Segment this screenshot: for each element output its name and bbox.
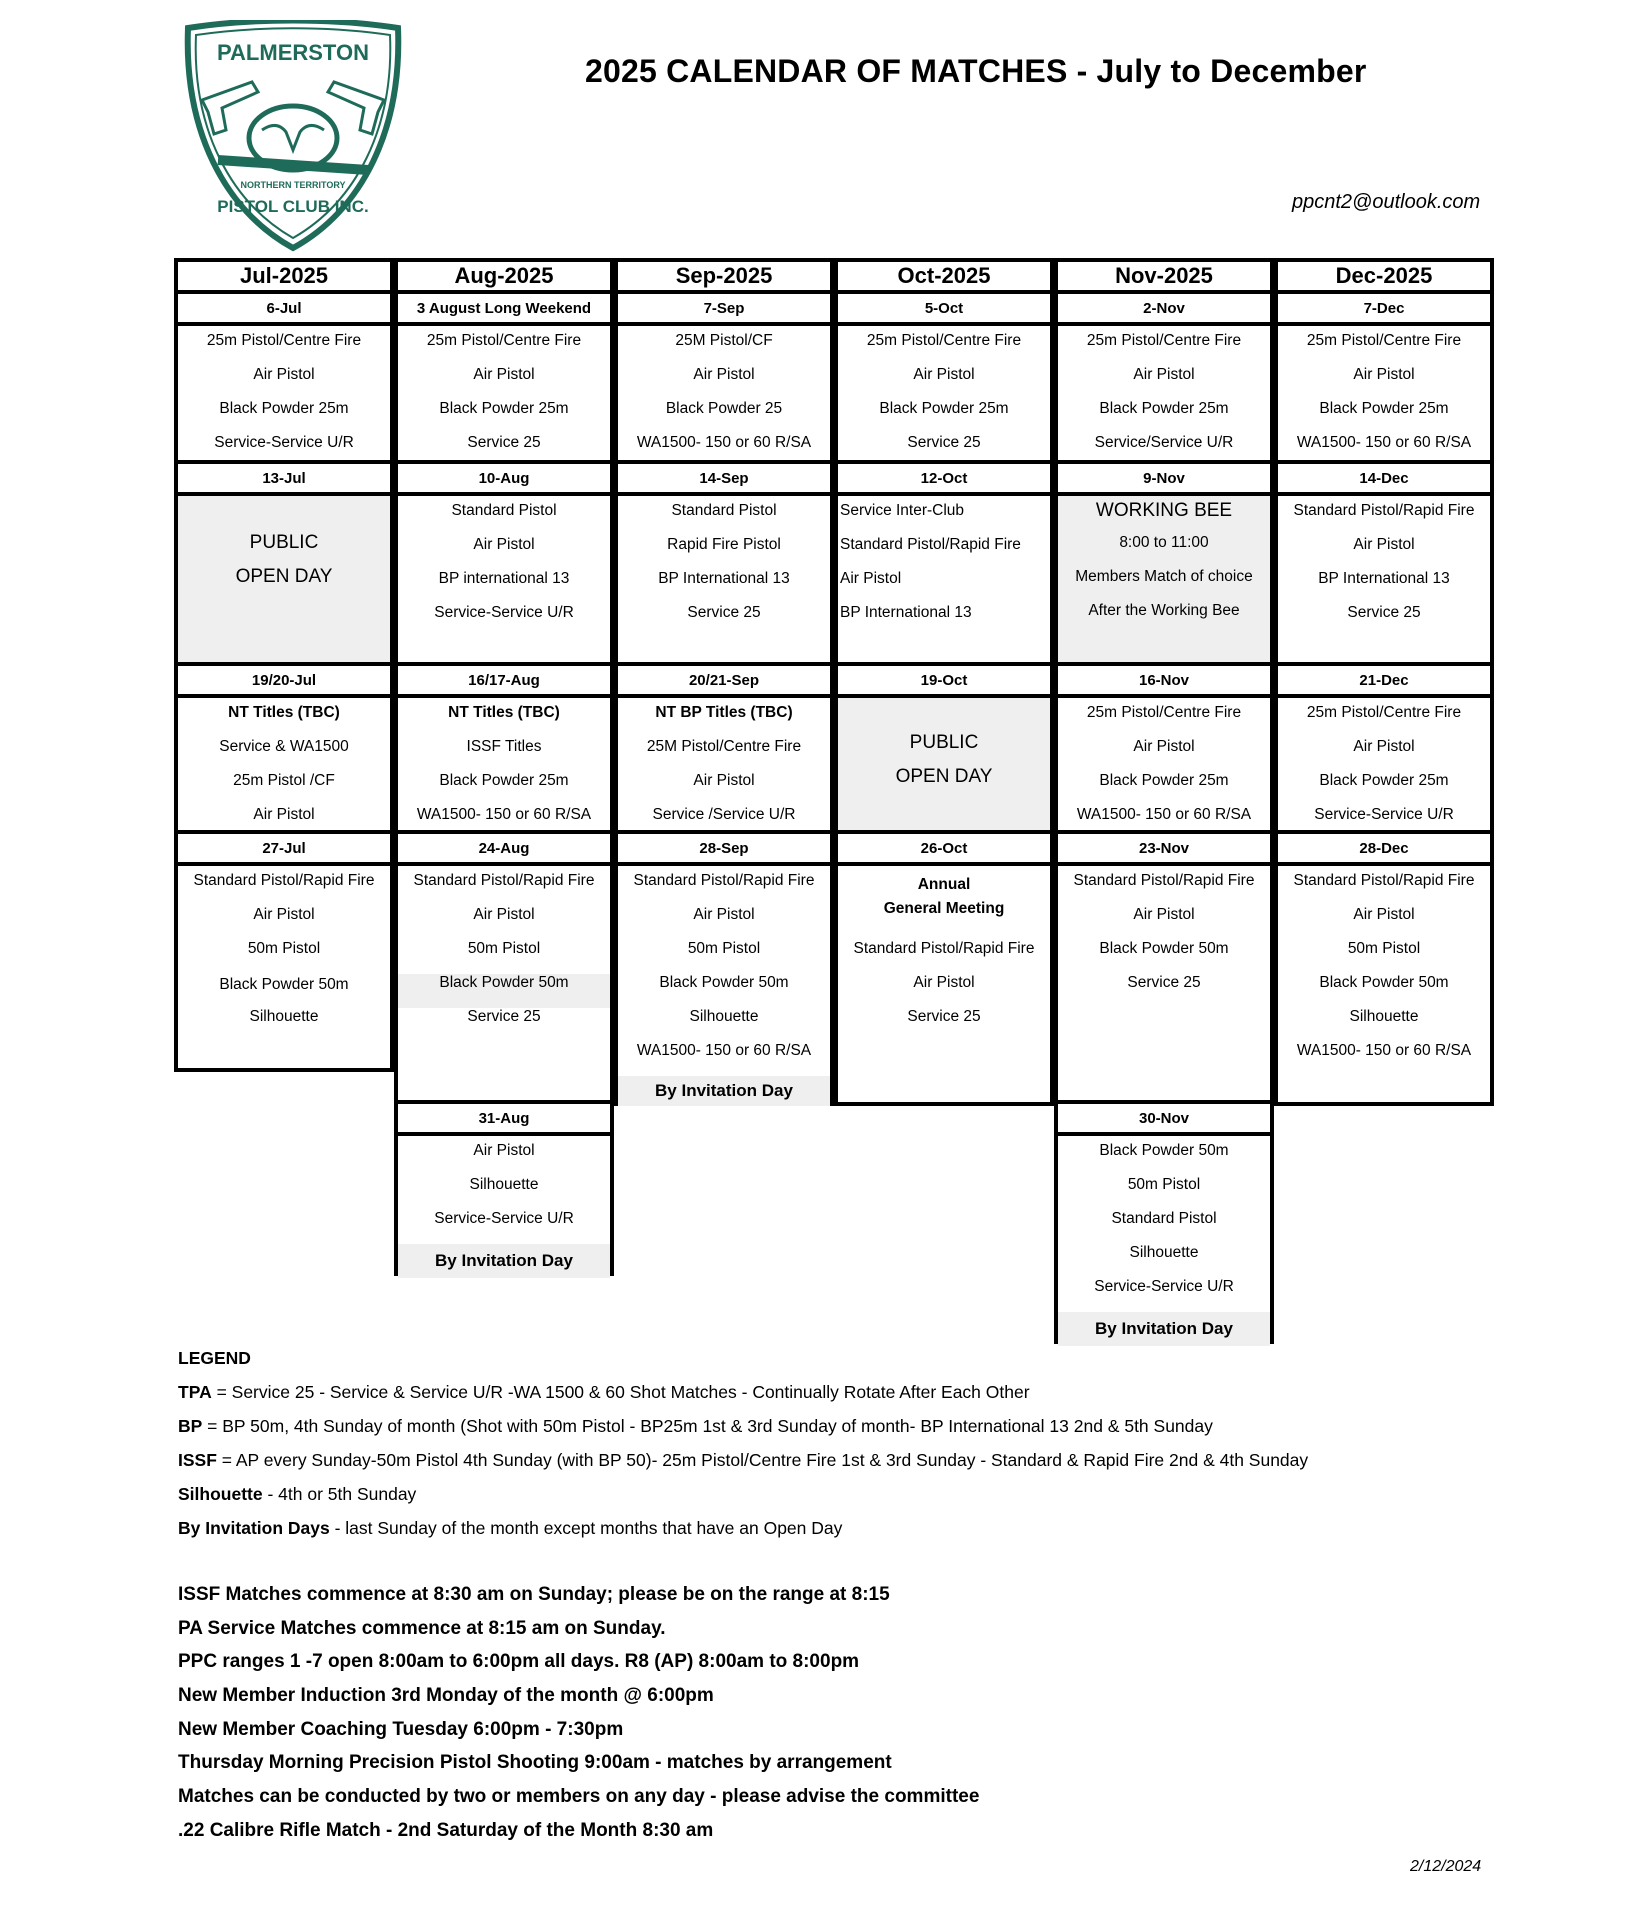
event-item: NT Titles (TBC): [228, 704, 340, 721]
week-block: [178, 460, 390, 630]
event-item: Service-Service U/R: [214, 434, 354, 451]
event-item: Standard Pistol/Rapid Fire: [413, 872, 595, 889]
week-block: [838, 830, 1050, 1106]
event-item: 25M Pistol/CF: [675, 332, 773, 349]
legend-title: LEGEND: [178, 1348, 251, 1368]
event-item: 25m Pistol/Centre Fire: [1306, 704, 1462, 721]
working-bee-panel: [1058, 496, 1270, 662]
document-date: 2/12/2024: [1410, 1858, 1482, 1875]
event-item: Air Pistol: [1133, 366, 1195, 383]
week-block: [398, 460, 610, 630]
week-block: [178, 290, 390, 451]
match-date: 28-Sep: [618, 834, 830, 866]
legend-key: BP: [178, 1416, 203, 1436]
match-date: 13-Jul: [178, 464, 390, 496]
event-item: Standard Pistol/Rapid Fire: [840, 536, 1021, 553]
event-item: Black Powder 25m: [1099, 400, 1229, 417]
event-item: 25m Pistol/Centre Fire: [866, 332, 1022, 349]
event-item: OPEN DAY: [895, 766, 993, 787]
event-item: Black Powder 25m: [439, 772, 569, 789]
legend-value: = AP every Sunday-50m Pistol 4th Sunday (with BP 50)- 25m Pistol/Centre Fire 1st & 3rd Sunday - Standard & Rapid Fire 2nd & 4th Sunday: [216, 1450, 1309, 1470]
event-item: Service 25: [467, 1008, 541, 1025]
week-block: [618, 460, 830, 630]
match-date: 3 August Long Weekend: [398, 294, 610, 326]
event-item: By Invitation Day: [618, 1076, 830, 1106]
event-item: After the Working Bee: [1088, 602, 1240, 619]
match-date: 16/17-Aug: [398, 666, 610, 698]
legend-key: By Invitation Days: [178, 1518, 330, 1538]
match-date: 31-Aug: [398, 1104, 610, 1136]
event-item: Air Pistol: [1353, 366, 1415, 383]
event-item: 50m Pistol: [1347, 940, 1421, 957]
event-item: Standard Pistol: [451, 502, 557, 519]
event-item: Black Powder 25m: [879, 400, 1009, 417]
month-column-oct: [834, 258, 1054, 1106]
event-item: Black Powder 50m: [1099, 940, 1229, 957]
event-item: General Meeting: [883, 900, 1005, 917]
match-date: 14-Sep: [618, 464, 830, 496]
week-block: [398, 830, 610, 1104]
event-item: 50m Pistol: [247, 940, 321, 957]
event-item: 25m Pistol/Centre Fire: [1306, 332, 1462, 349]
event-item: Service 25: [1347, 604, 1421, 621]
event-item: Air Pistol: [913, 974, 975, 991]
event-item: Standard Pistol/Rapid Fire: [853, 940, 1035, 957]
event-item: Members Match of choice: [1075, 568, 1253, 585]
legend-key: ISSF: [178, 1450, 217, 1470]
legend-key: Silhouette: [178, 1484, 263, 1504]
logo-club: PISTOL CLUB INC.: [217, 197, 369, 216]
event-item: Rapid Fire Pistol: [667, 536, 781, 553]
month-header: Jul-2025: [178, 262, 390, 294]
event-item: Air Pistol: [693, 906, 755, 923]
event-item: ISSF Titles: [466, 738, 542, 755]
event-item: Service & WA1500: [219, 738, 349, 755]
event-item: 50m Pistol: [467, 940, 541, 957]
event-item: Black Powder 25: [665, 400, 783, 417]
event-item: NT Titles (TBC): [448, 704, 560, 721]
week-block: [1058, 460, 1270, 630]
month-column-jul: [174, 258, 394, 1072]
match-date: 27-Jul: [178, 834, 390, 866]
event-item: BP International 13: [658, 570, 790, 587]
month-header: Dec-2025: [1278, 262, 1490, 294]
event-item: Silhouette: [1349, 1008, 1419, 1025]
event-item: Air Pistol: [473, 366, 535, 383]
open-day-panel: [178, 496, 390, 666]
week-block: [1058, 290, 1270, 451]
note-line: Matches can be conducted by two or members on any day - please advise the committee: [178, 1786, 980, 1807]
note-line: .22 Calibre Rifle Match - 2nd Saturday of the Month 8:30 am: [178, 1820, 714, 1841]
month-column-aug: [394, 258, 614, 1276]
event-item: Air Pistol: [1353, 536, 1415, 553]
match-date: 21-Dec: [1278, 666, 1490, 698]
event-item: Service-Service U/R: [1314, 806, 1454, 823]
match-date: 30-Nov: [1058, 1104, 1270, 1136]
event-item: Black Powder 25m: [1319, 772, 1449, 789]
club-logo: [182, 20, 404, 252]
event-item: Air Pistol: [473, 536, 535, 553]
match-date: 20/21-Sep: [618, 666, 830, 698]
event-item: Black Powder 25m: [1099, 772, 1229, 789]
event-item: Standard Pistol: [671, 502, 777, 519]
match-date: 19/20-Jul: [178, 666, 390, 698]
event-item: Black Powder 25m: [1319, 400, 1449, 417]
match-date: 9-Nov: [1058, 464, 1270, 496]
event-item: BP International 13: [840, 604, 972, 621]
legend-value: - 4th or 5th Sunday: [262, 1484, 417, 1504]
event-item: Service 25: [467, 434, 541, 451]
contact-email: ppcnt2@outlook.com: [1292, 191, 1481, 213]
match-date: 7-Sep: [618, 294, 830, 326]
event-item: Service 25: [907, 434, 981, 451]
match-date: 7-Dec: [1278, 294, 1490, 326]
match-date: 26-Oct: [838, 834, 1050, 866]
event-item: By Invitation Day: [1058, 1312, 1270, 1346]
note-line: Thursday Morning Precision Pistol Shooting 9:00am - matches by arrangement: [178, 1752, 892, 1773]
event-item: Service-Service U/R: [1094, 1278, 1234, 1295]
event-item: Air Pistol: [840, 570, 902, 587]
event-item: Annual: [917, 876, 971, 893]
event-item: Service 25: [687, 604, 761, 621]
event-item: OPEN DAY: [235, 566, 333, 587]
event-item: WA1500- 150 or 60 R/SA: [416, 806, 592, 823]
event-item: Service 25: [907, 1008, 981, 1025]
event-item: PUBLIC: [909, 732, 979, 753]
week-block: [1278, 290, 1490, 451]
event-item: Air Pistol: [473, 906, 535, 923]
event-item: 25m Pistol/Centre Fire: [1086, 332, 1242, 349]
event-item: Air Pistol: [1353, 906, 1415, 923]
legend-value: = Service 25 - Service & Service U/R -WA 1500 & 60 Shot Matches - Continually Rotate After Each Other: [211, 1382, 1030, 1402]
event-item: Air Pistol: [1353, 738, 1415, 755]
match-date: 10-Aug: [398, 464, 610, 496]
event-item: Black Powder 25m: [439, 400, 569, 417]
event-item: 8:00 to 11:00: [1119, 534, 1209, 551]
event-item: 25m Pistol/Centre Fire: [206, 332, 362, 349]
note-line: ISSF Matches commence at 8:30 am on Sunday; please be on the range at 8:15: [178, 1584, 890, 1605]
event-item: 50m Pistol: [1127, 1176, 1201, 1193]
month-column-dec: [1274, 258, 1494, 1106]
event-item: 25m Pistol/Centre Fire: [1086, 704, 1242, 721]
event-item: WA1500- 150 or 60 R/SA: [636, 1042, 812, 1059]
event-item: WA1500- 150 or 60 R/SA: [1296, 434, 1472, 451]
week-block: [838, 460, 1050, 630]
month-column-nov: [1054, 258, 1274, 1344]
week-block: [398, 662, 610, 823]
week-block: [178, 830, 390, 1072]
week-block: [618, 830, 830, 1106]
week-block: [618, 662, 830, 823]
event-item: WA1500- 150 or 60 R/SA: [1296, 1042, 1472, 1059]
week-block: [1278, 830, 1490, 1106]
event-item: Air Pistol: [1133, 738, 1195, 755]
event-item: Air Pistol: [913, 366, 975, 383]
event-item: Air Pistol: [253, 906, 315, 923]
match-date: 2-Nov: [1058, 294, 1270, 326]
week-block: [618, 290, 830, 451]
event-item: Service 25: [1127, 974, 1201, 991]
month-header: Nov-2025: [1058, 262, 1270, 294]
event-item: PUBLIC: [249, 532, 319, 553]
match-date: 24-Aug: [398, 834, 610, 866]
note-line: New Member Coaching Tuesday 6:00pm - 7:30pm: [178, 1719, 624, 1740]
match-date: 16-Nov: [1058, 666, 1270, 698]
week-block: [398, 290, 610, 451]
event-item: By Invitation Day: [398, 1244, 610, 1278]
week-block: [178, 662, 390, 823]
match-date: 14-Dec: [1278, 464, 1490, 496]
event-item: Air Pistol: [473, 1142, 535, 1159]
match-date: 23-Nov: [1058, 834, 1270, 866]
event-item: NT BP Titles (TBC): [655, 704, 793, 721]
event-item: Black Powder 25m: [219, 400, 349, 417]
event-item: Standard Pistol/Rapid Fire: [1073, 872, 1255, 889]
event-item: Air Pistol: [1133, 906, 1195, 923]
event-item: Black Powder 50m: [398, 974, 610, 1008]
event-item: Air Pistol: [693, 772, 755, 789]
legend-key: TPA: [178, 1382, 212, 1402]
event-item: WORKING BEE: [1095, 500, 1233, 521]
note-line: PA Service Matches commence at 8:15 am on Sunday.: [178, 1618, 666, 1639]
month-header: Aug-2025: [398, 262, 610, 294]
event-item: Standard Pistol/Rapid Fire: [1293, 872, 1475, 889]
event-item: WA1500- 150 or 60 R/SA: [636, 434, 812, 451]
event-item: 25m Pistol /CF: [233, 772, 335, 789]
legend-bp: [178, 1416, 1213, 1437]
event-item: Standard Pistol/Rapid Fire: [1293, 502, 1475, 519]
week-block: [1058, 830, 1270, 1106]
event-item: Silhouette: [249, 1008, 319, 1025]
event-item: Standard Pistol/Rapid Fire: [633, 872, 815, 889]
legend-value: = BP 50m, 4th Sunday of month (Shot with 50m Pistol - BP25m 1st & 3rd Sunday of month- BP International 13 2nd & 5th Sunday: [202, 1416, 1213, 1436]
event-item: Service-Service U/R: [434, 1210, 574, 1227]
event-item: Silhouette: [469, 1176, 539, 1193]
event-item: Standard Pistol/Rapid Fire: [193, 872, 375, 889]
event-item: Silhouette: [689, 1008, 759, 1025]
logo-name: PALMERSTON: [217, 40, 369, 65]
legend-tpa: [178, 1382, 1030, 1403]
event-item: Standard Pistol: [1111, 1210, 1217, 1227]
match-date: 6-Jul: [178, 294, 390, 326]
event-item: BP International 13: [1318, 570, 1450, 587]
match-date: 28-Dec: [1278, 834, 1490, 866]
event-item: BP international 13: [438, 570, 570, 587]
event-item: Service-Service U/R: [434, 604, 574, 621]
event-item: Service /Service U/R: [652, 806, 796, 823]
event-item: Black Powder 50m: [1319, 974, 1449, 991]
month-header: Sep-2025: [618, 262, 830, 294]
event-item: Black Powder 50m: [1099, 1142, 1229, 1159]
week-block: [838, 662, 1050, 796]
page-title: 2025 CALENDAR OF MATCHES - July to December: [585, 53, 1367, 89]
event-item: Black Powder 50m: [219, 976, 349, 993]
week-block: [838, 290, 1050, 451]
week-block: [1278, 460, 1490, 630]
match-date: 19-Oct: [838, 666, 1050, 698]
week-block: [398, 1100, 610, 1276]
event-item: 25m Pistol/Centre Fire: [426, 332, 582, 349]
event-item: Black Powder 50m: [659, 974, 789, 991]
event-item: Service/Service U/R: [1094, 434, 1234, 451]
week-block: [1058, 662, 1270, 823]
event-item: Air Pistol: [693, 366, 755, 383]
event-item: WA1500- 150 or 60 R/SA: [1076, 806, 1252, 823]
legend-issf: [178, 1450, 1308, 1471]
week-block: [1278, 662, 1490, 823]
event-item: 50m Pistol: [687, 940, 761, 957]
match-date: 12-Oct: [838, 464, 1050, 496]
event-item: Air Pistol: [253, 366, 315, 383]
event-item: Service Inter-Club: [840, 502, 965, 519]
month-column-sep: [614, 258, 834, 1106]
match-date: 5-Oct: [838, 294, 1050, 326]
legend-value: - last Sunday of the month except months that have an Open Day: [329, 1518, 843, 1538]
legend-silhouette: [178, 1484, 416, 1505]
week-block: [1058, 1100, 1270, 1344]
event-item: Silhouette: [1129, 1244, 1199, 1261]
open-day-panel: [838, 698, 1050, 832]
legend-invitation: [178, 1518, 842, 1539]
note-line: New Member Induction 3rd Monday of the month @ 6:00pm: [178, 1685, 714, 1706]
note-line: PPC ranges 1 -7 open 8:00am to 6:00pm all days. R8 (AP) 8:00am to 8:00pm: [178, 1651, 860, 1672]
month-header: Oct-2025: [838, 262, 1050, 294]
event-item: 25M Pistol/Centre Fire: [646, 738, 802, 755]
logo-subtitle: NORTHERN TERRITORY: [240, 180, 346, 190]
event-item: Air Pistol: [253, 806, 315, 823]
